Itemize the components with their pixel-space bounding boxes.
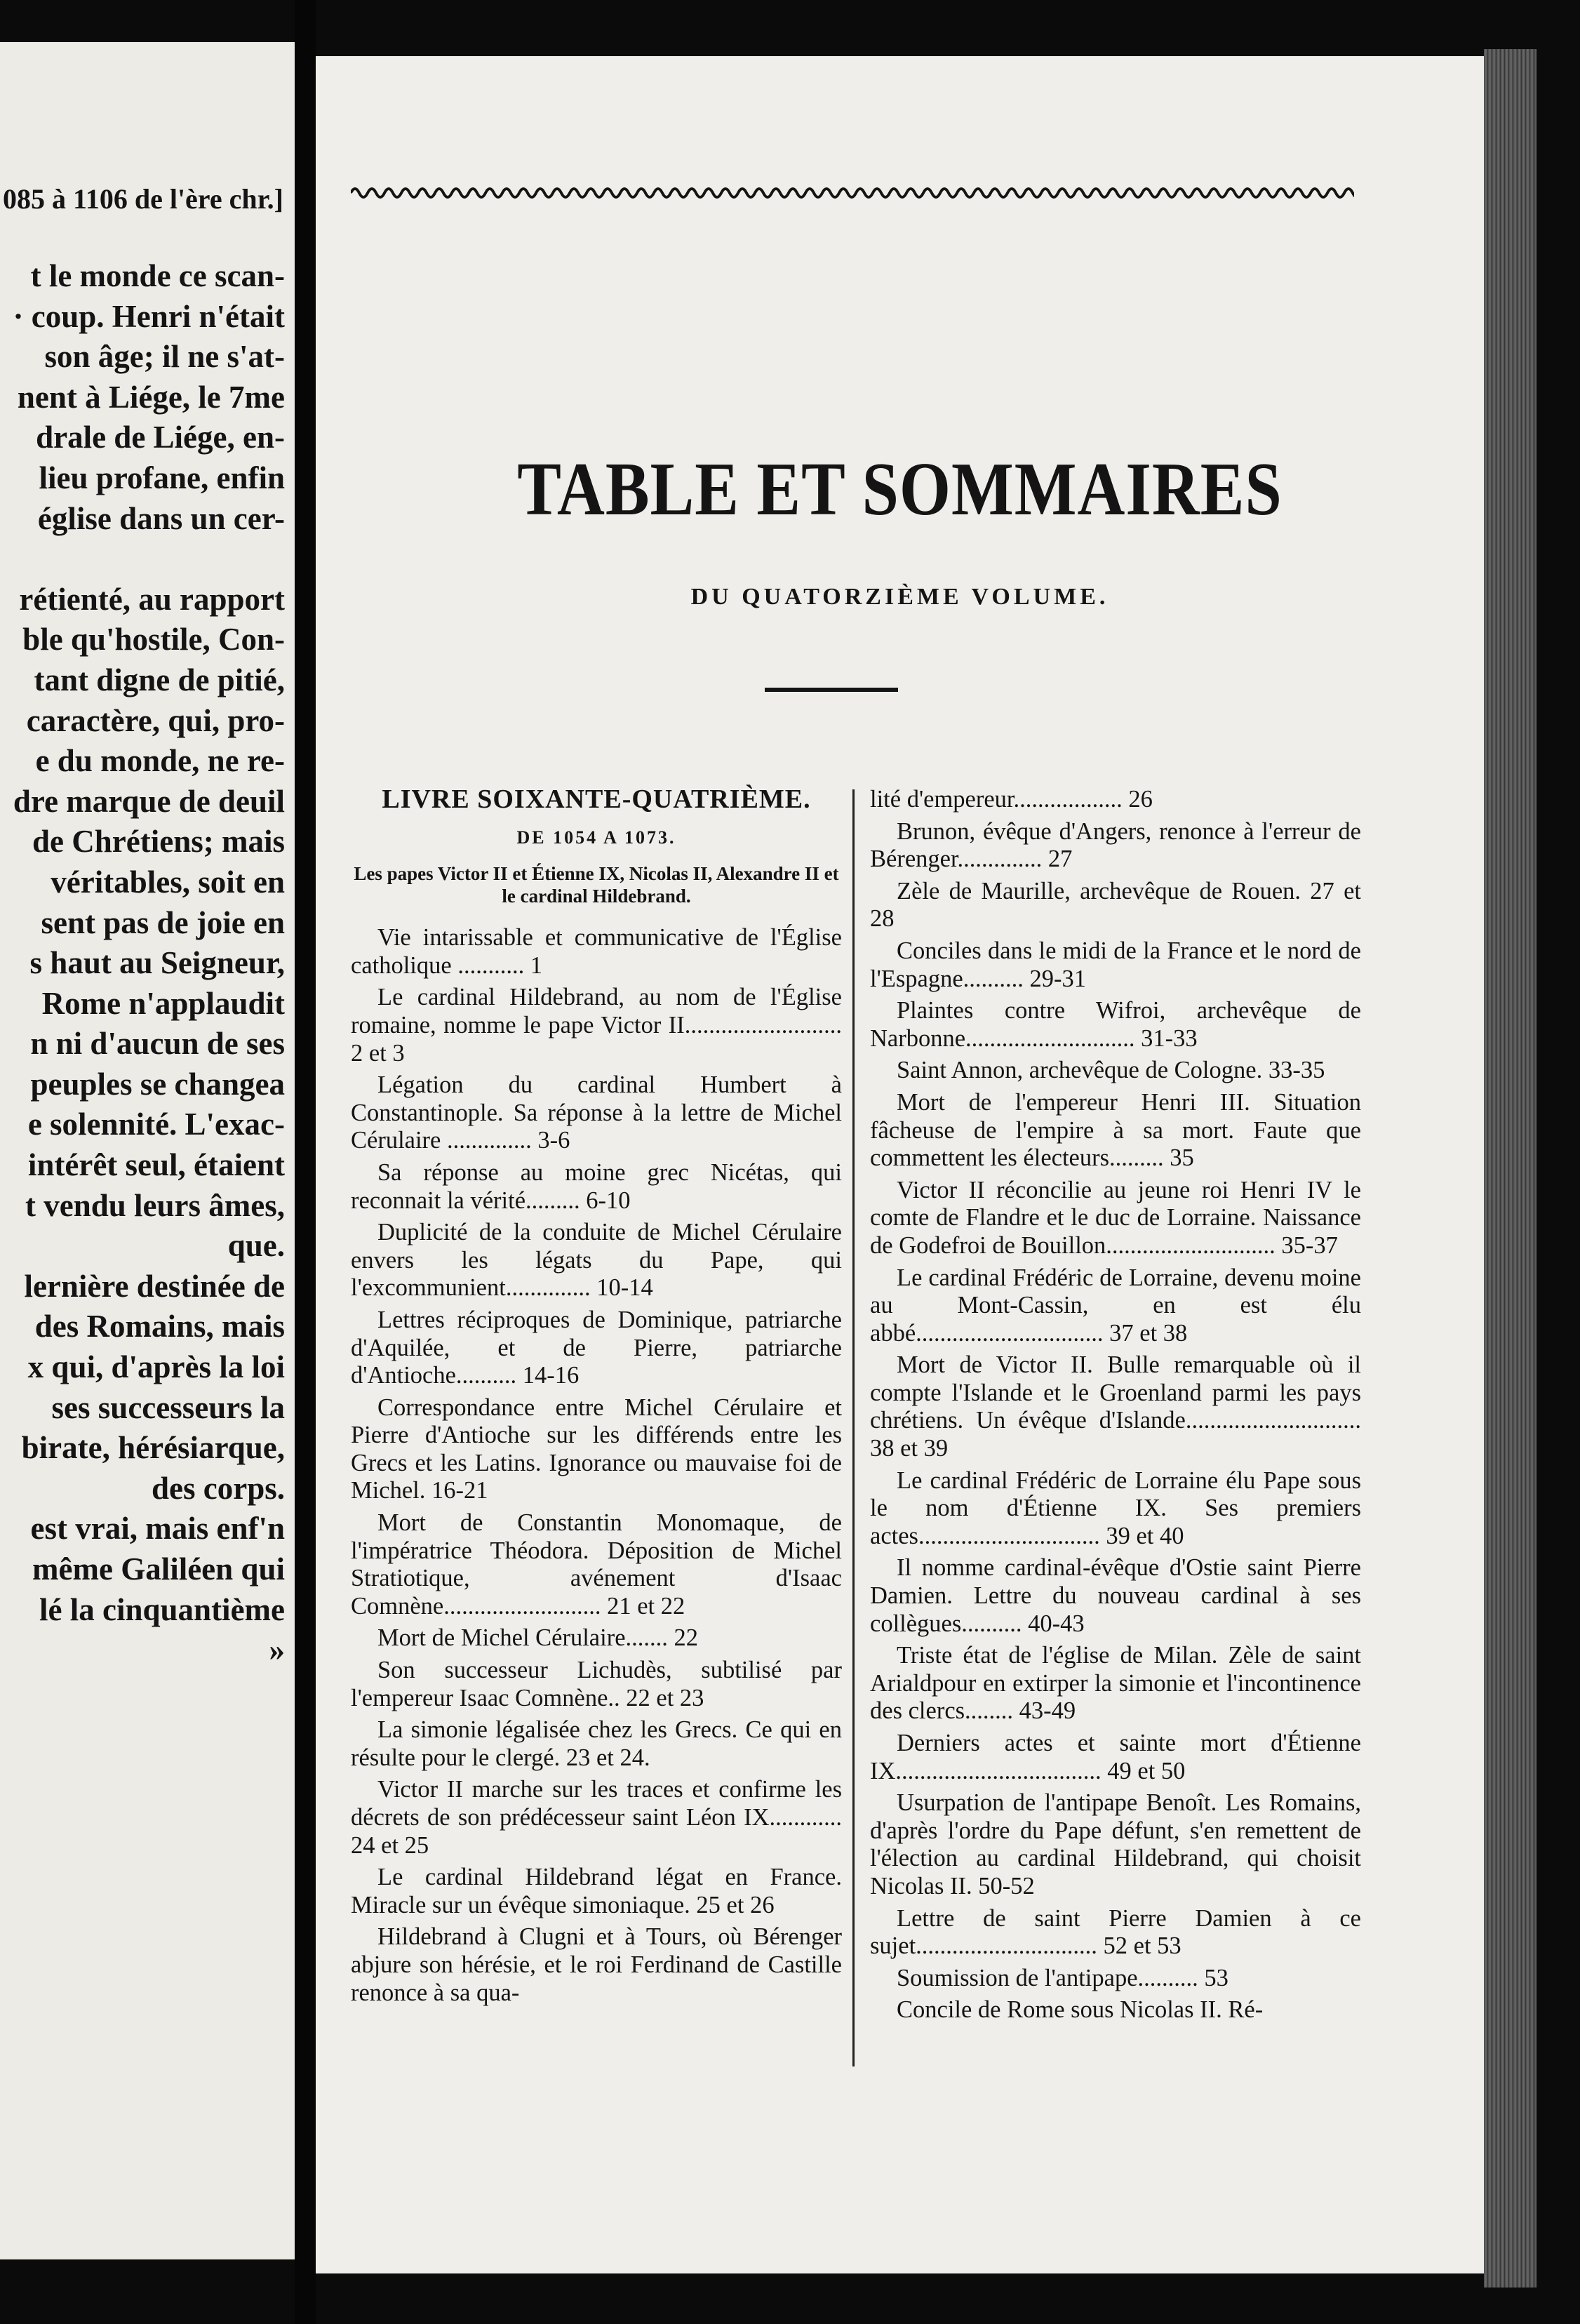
text-line: lieu profane, enfin [39, 460, 285, 495]
text-line: son âge; il ne s'at- [44, 339, 285, 375]
toc-entry: Mort de Michel Cérulaire....... 22 [377, 1624, 699, 1652]
text-line: lernière destinée de [24, 1268, 285, 1304]
book-heading: LIVRE SOIXANTE-QUATRIÈME. [382, 784, 811, 814]
text-line: sent pas de joie en [41, 904, 285, 940]
text-line: n ni d'aucun de ses [30, 1026, 285, 1062]
toc-entry: Soumission de l'antipape.......... 53 [897, 1964, 1228, 1991]
text-line: t vendu leurs âmes, [25, 1187, 285, 1223]
text-line: peuples se changea [30, 1066, 285, 1102]
toc-entry: Usurpation de l'antipape Benoît. Les Romains, d'après l'ordre du Pape défunt, s'en remettent de l'élection au cardinal Hildebrand, qui choisit Nicolas II. 50-52 [870, 1789, 1361, 1899]
previous-page [0, 42, 295, 2259]
toc-entry: Il nomme cardinal-évêque d'Ostie saint Pierre Damien. Lettre du nouveau cardinal à ses collègues.......... 40-43 [870, 1554, 1361, 1637]
text-line [0, 539, 285, 580]
text-line: » [269, 1632, 285, 1668]
text-line: que. [227, 1228, 285, 1264]
text-line: dre marque de deuil [13, 783, 285, 819]
text-line: e du monde, ne re- [35, 743, 285, 779]
toc-entry: Le cardinal Frédéric de Lorraine, devenu moine au Mont-Cassin, en est élu abbé............................... 37 et 38 [870, 1264, 1361, 1347]
text-line: rétienté, au rapport [19, 581, 285, 617]
toc-entry: Conciles dans le midi de la France et le nord de l'Espagne.......... 29-31 [870, 937, 1361, 992]
text-line: est vrai, mais enf'n [30, 1511, 285, 1547]
divider-rule [765, 688, 898, 692]
text-line: · coup. Henri n'était [13, 298, 285, 334]
toc-entry: Victor II marche sur les traces et confirme les décrets de son prédécesseur saint Léon IX............ 24 et 25 [351, 1776, 842, 1859]
toc-entry: Zèle de Maurille, archevêque de Rouen. 27 et 28 [870, 877, 1361, 933]
toc-entry: Lettres réciproques de Dominique, patriarche d'Aquilée, et de Pierre, patriarche d'Antioche.......... 14-16 [351, 1306, 842, 1389]
text-line: tant digne de pitié, [34, 662, 285, 697]
previous-page-text [0, 256, 285, 1671]
toc-entry: Triste état de l'église de Milan. Zèle de saint Arialdpour en extirper la simonie et l'incontinence des clercs........ 43-49 [870, 1642, 1361, 1725]
toc-entry: Brunon, évêque d'Angers, renonce à l'erreur de Bérenger.............. 27 [870, 817, 1361, 873]
running-header: 085 à 1106 de l'ère chr.] [3, 183, 283, 215]
text-line: de Chrétiens; mais [32, 824, 285, 860]
toc-entry: Hildebrand à Clugni et à Tours, où Bérenger abjure son hérésie, et le roi Ferdinand de Castille renonce à sa qua- [351, 1923, 842, 2006]
toc-entry: Correspondance entre Michel Cérulaire et Pierre d'Antioche sur les différends entre les Grecs et les Latins. Ignorance ou mauvaise foi de Michel. 16-21 [351, 1394, 842, 1504]
toc-entry: Vie intarissable et communicative de l'Église catholique ........... 1 [351, 924, 842, 979]
entries-left [351, 924, 842, 2007]
column-divider [852, 789, 855, 2066]
toc-entry: Le cardinal Hildebrand, au nom de l'Église romaine, nomme le pape Victor II.......................... 2 et 3 [351, 984, 842, 1067]
current-page [316, 56, 1484, 2273]
page-stack-edge [1484, 49, 1537, 2288]
book-date-range: DE 1054 A 1073. [516, 827, 676, 848]
toc-entry: Mort de l'empereur Henri III. Situation fâcheuse de l'empire à sa mort. Faute que commettent les électeurs......... 35 [870, 1088, 1361, 1172]
toc-entry: Le cardinal Hildebrand légat en France. Miracle sur un évêque simoniaque. 25 et 26 [351, 1864, 842, 1918]
text-line: ses successeurs la [51, 1389, 285, 1425]
text-line: s haut au Seigneur, [29, 945, 285, 981]
entries-right [870, 786, 1361, 2024]
table-column-left [351, 786, 842, 2011]
text-line: t le monde ce scan- [30, 258, 285, 293]
table-column-right [870, 786, 1361, 2029]
text-line: ble qu'hostile, Con- [22, 622, 285, 657]
toc-entry: Mort de Constantin Monomaque, de l'impératrice Théodora. Déposition de Michel Stratiotique, avénement d'Isaac Comnène.......................... 21 et 22 [351, 1509, 842, 1620]
text-line: intérêt seul, étaient [27, 1147, 285, 1183]
toc-entry: La simonie légalisée chez les Grecs. Ce qui en résulte pour le clergé. 23 et 24. [351, 1716, 842, 1771]
text-line: caractère, qui, pro- [26, 702, 285, 738]
toc-entry: Le cardinal Frédéric de Lorraine élu Pape sous le nom d'Étienne IX. Ses premiers actes.............................. 39 et 40 [870, 1467, 1361, 1549]
text-line: véritables, soit en [51, 864, 285, 900]
toc-entry: Duplicité de la conduite de Michel Cérulaire envers les légats du Pape, qui l'excommunient.............. 10-14 [351, 1219, 842, 1302]
text-line: même Galiléen qui [32, 1551, 285, 1587]
text-line: x qui, d'après la loi [27, 1349, 285, 1385]
toc-entry: Derniers actes et sainte mort d'Étienne IX.................................. 49 et 50 [870, 1730, 1361, 1784]
text-line: nent à Liége, le 7me [17, 379, 285, 415]
toc-entry: Légation du cardinal Humbert à Constantinople. Sa réponse à la lettre de Michel Cérulaire .............. 3-6 [351, 1071, 842, 1154]
text-line: lé la cinquantième [39, 1591, 285, 1627]
book-summary: Les papes Victor II et Étienne IX, Nicolas II, Alexandre II et le cardinal Hildebrand. [354, 863, 839, 907]
toc-entry: Sa réponse au moine grec Nicétas, qui reconnait la vérité......... 6-10 [351, 1158, 842, 1214]
text-line: église dans un cer- [37, 500, 285, 536]
toc-entry: Saint Annon, archevêque de Cologne. 33-35 [897, 1057, 1325, 1084]
text-line: drale de Liége, en- [36, 420, 285, 455]
text-line: des Romains, mais [34, 1309, 285, 1344]
toc-entry: Victor II réconcilie au jeune roi Henri IV le comte de Flandre et le duc de Lorraine. Naissance de Godefroi de Bouillon............................ 35-37 [870, 1176, 1361, 1259]
ornamental-rule [351, 182, 1354, 203]
text-line: birate, hérésiarque, [21, 1430, 285, 1466]
page-title: TABLE ET SOMMAIRES [517, 447, 1283, 531]
toc-entry: lité d'empereur.................. 26 [870, 786, 1153, 813]
text-line: e solennité. L'exac- [27, 1107, 285, 1142]
book-gutter [295, 0, 316, 2324]
toc-entry: Plaintes contre Wifroi, archevêque de Narbonne............................ 31-33 [870, 997, 1361, 1052]
text-line: Rome n'applaudit [41, 985, 285, 1021]
toc-entry: Concile de Rome sous Nicolas II. Ré- [897, 1996, 1264, 2024]
text-line: des corps. [152, 1470, 285, 1506]
toc-entry: Lettre de saint Pierre Damien à ce sujet.............................. 52 et 53 [870, 1904, 1361, 1960]
toc-entry: Son successeur Lichudès, subtilisé par l'empereur Isaac Comnène.. 22 et 23 [351, 1657, 842, 1711]
toc-entry: Mort de Victor II. Bulle remarquable où il compte l'Islande et le Groenland parmi les pays chrétiens. Un évêque d'Islande............................. 38 et 39 [870, 1351, 1361, 1462]
page-subtitle: DU QUATORZIÈME VOLUME. [690, 584, 1109, 610]
